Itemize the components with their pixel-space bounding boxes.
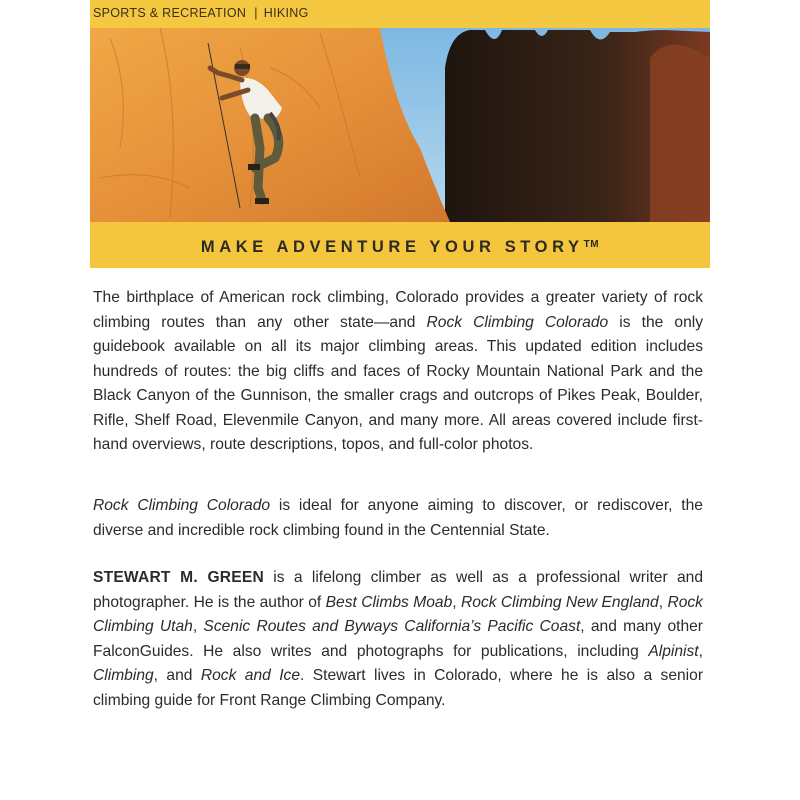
bio-text-2: , and many other FalconGuides. He also writes and photographs for publications, including xyxy=(93,618,704,660)
photo-illustration xyxy=(90,28,710,222)
author-bio-paragraph xyxy=(93,566,703,713)
category-separator: | xyxy=(254,6,258,20)
rock-climber-photo xyxy=(90,28,710,222)
book-title-utah: Rock Climbing Utah xyxy=(93,593,703,635)
publication-rock-and-ice: Rock and Ice xyxy=(200,667,300,684)
category-text: SPORTS & RECREATION xyxy=(93,6,247,20)
conjunction: , and xyxy=(153,667,201,684)
book-title-moab: Best Climbs Moab xyxy=(325,593,453,611)
description-paragraph xyxy=(93,286,703,458)
audience-paragraph xyxy=(93,494,703,543)
comma: , xyxy=(192,618,204,635)
publication-alpinist: Alpinist xyxy=(648,642,699,660)
book-title-new-england: Rock Climbing New England xyxy=(460,593,659,611)
subcategory-text: HIKING xyxy=(263,6,309,20)
description-text-2: is the only guidebook available on all its major climbing areas. This updated edition includes hundreds of routes: the big cliffs and faces of Rocky Mountain National Park and the Black Canyon of the Gunnison, the smaller crags and outcrops of Pikes Peak, Boulder, Rifle, Shelf Road, Elevenmile Canyon, and many more. All areas covered include first-hand overviews, route descriptions, topos, and full-color photos. xyxy=(93,313,704,453)
publication-climbing: Climbing xyxy=(93,667,154,684)
book-title-california: Scenic Routes and Byways California’s Pacific Coast xyxy=(203,618,581,635)
author-name: STEWART M. GREEN xyxy=(93,569,264,586)
tagline-band xyxy=(90,222,710,268)
comma: , xyxy=(658,593,668,611)
bio-text-1: is a lifelong climber as well as a professional writer and photographer. He is the author of xyxy=(93,569,704,611)
audience-text: is ideal for anyone aiming to discover, or rediscover, the diverse and incredible rock climbing found in the Centennial State. xyxy=(93,497,703,539)
category-label xyxy=(93,6,309,20)
comma: , xyxy=(452,593,461,611)
bio-text-3: . Stewart lives in Colorado, where he is also a senior climbing guide for Front Range Climbing Company. xyxy=(93,667,704,709)
description-text-1: The birthplace of American rock climbing, Colorado provides a greater variety of rock climbing routes than any other state—and xyxy=(93,289,703,331)
tagline-text: MAKE ADVENTURE YOUR STORY xyxy=(200,238,584,256)
tagline xyxy=(90,222,710,268)
comma: , xyxy=(698,642,703,660)
book-title-2: Rock Climbing Colorado xyxy=(93,497,271,514)
sunlit-tower xyxy=(650,45,710,222)
book-title: Rock Climbing Colorado xyxy=(426,313,609,331)
trademark-mark: TM xyxy=(583,239,600,250)
